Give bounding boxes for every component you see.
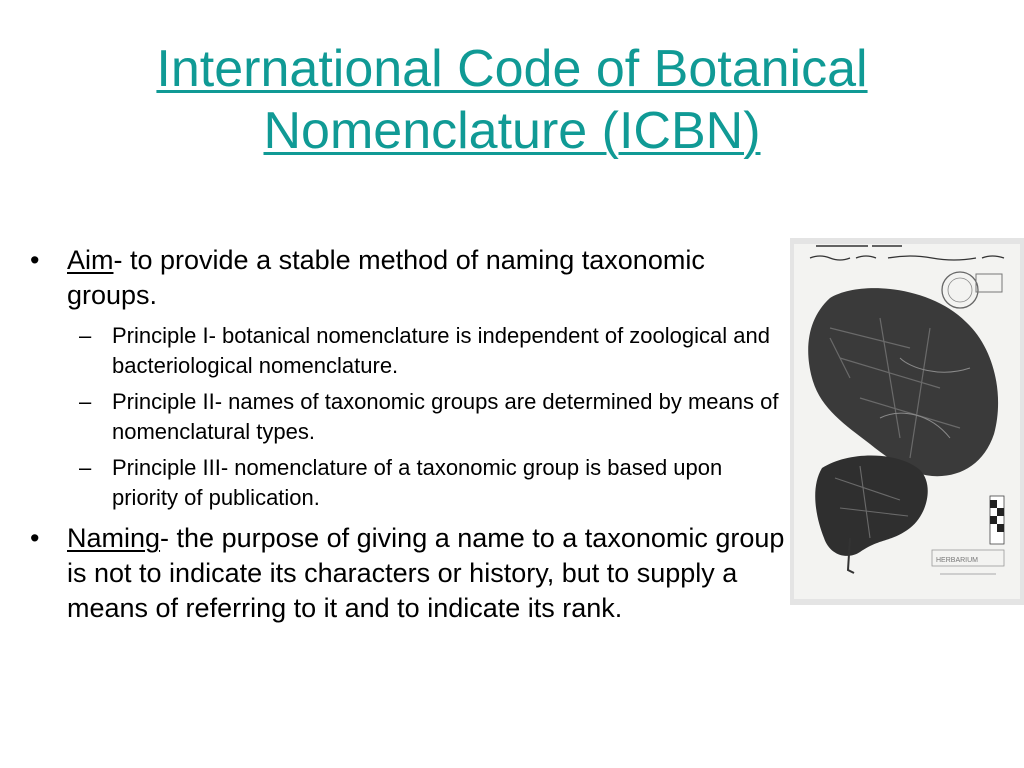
bullet-dot-icon: • (30, 245, 40, 275)
sub-bullet-principle-1 (30, 321, 785, 381)
bullet-dot-icon: • (30, 523, 40, 553)
bullet-naming (30, 521, 785, 626)
dash-icon: – (79, 323, 92, 348)
sub-bullet-text: Principle II- names of taxonomic groups are determined by means of nomenclatural types. (112, 389, 779, 444)
sub-bullet-text: Principle I- botanical nomenclature is independent of zoological and bacteriological nomenclature. (112, 323, 770, 378)
sub-bullet-text: Principle III- nomenclature of a taxonomic group is based upon priority of publication. (112, 455, 723, 510)
herbarium-stamp-text: HERBARIUM (936, 557, 979, 564)
herbarium-specimen-icon (790, 238, 1024, 605)
sub-bullet-principle-2 (30, 387, 785, 447)
bullet-aim-keyword: Aim (67, 245, 114, 275)
bullet-aim-text: - to provide a stable method of naming taxonomic groups. (67, 245, 705, 310)
herbarium-specimen-image (790, 238, 1024, 605)
dash-icon: – (79, 455, 92, 480)
slide-title-line2: Nomenclature (ICBN) (263, 102, 761, 160)
dash-icon: – (79, 389, 92, 414)
bullet-aim (30, 243, 785, 313)
sub-bullet-principle-3 (30, 453, 785, 513)
aim-sub-list (30, 321, 785, 513)
slide-title (0, 38, 1024, 162)
bullet-naming-keyword: Naming (67, 523, 161, 553)
bullet-list (30, 243, 785, 634)
bullet-naming-text: - the purpose of giving a name to a taxonomic group is not to indicate its characters or history, but to supply a means of referring to it and to indicate its rank. (67, 523, 785, 623)
slide-title-line1: International Code of Botanical (156, 40, 868, 98)
